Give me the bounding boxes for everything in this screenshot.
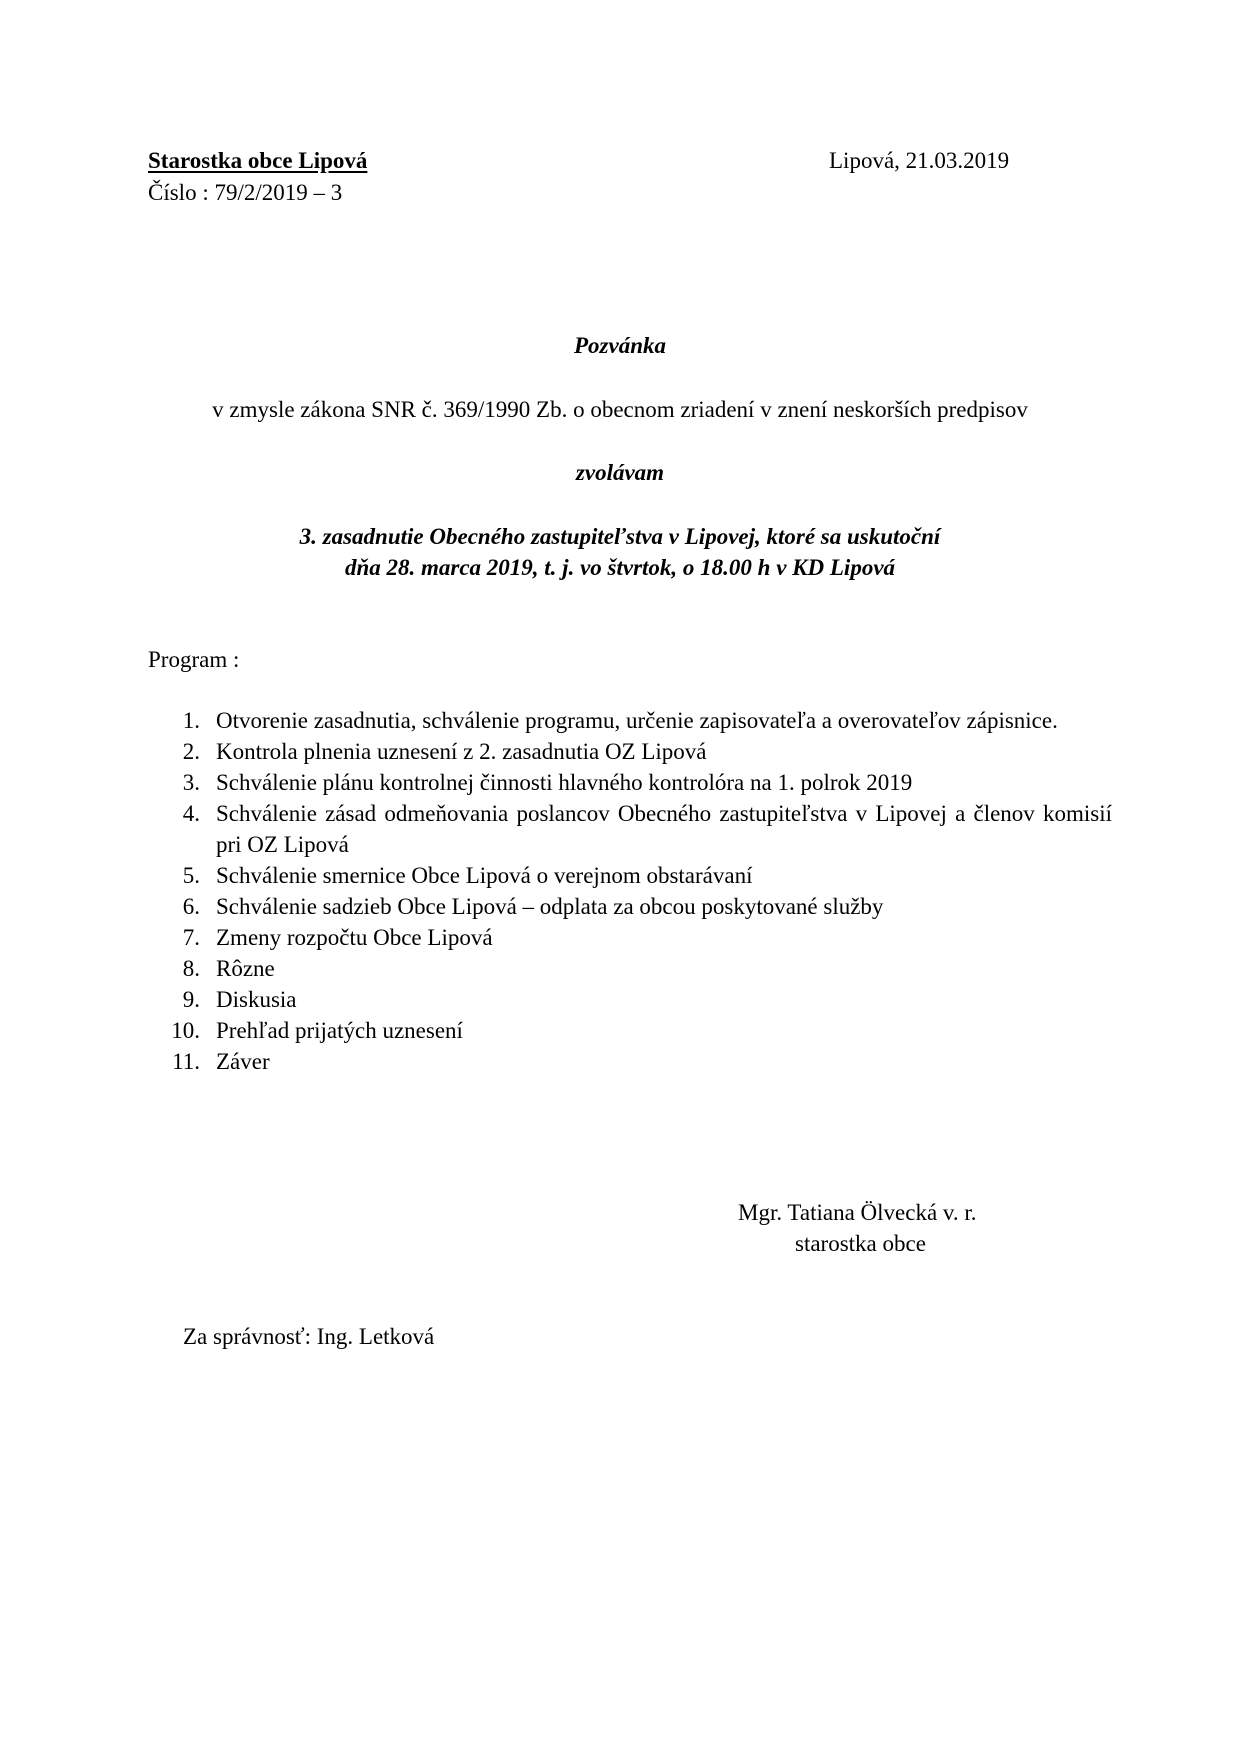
legal-basis: v zmysle zákona SNR č. 369/1990 Zb. o obecnom zriadení v znení neskorších predpisov [212, 397, 1028, 422]
agenda-item [148, 860, 1112, 891]
agenda-item [148, 922, 1112, 953]
summons-heading: zvolávam [575, 460, 665, 485]
issuer-text: Starostka obce Lipová [148, 148, 368, 173]
agenda-item-text: Zmeny rozpočtu Obce Lipová [216, 925, 493, 950]
agenda-item [148, 767, 1112, 798]
signer-name: Mgr. Tatiana Ölvecká v. r. [738, 1200, 977, 1225]
agenda-item [148, 736, 1112, 767]
agenda-item-number: 4. [182, 801, 200, 826]
reference-number: Číslo : 79/2/2019 – 3 [148, 180, 343, 205]
agenda-item-text: Schválenie sadzieb Obce Lipová – odplata za obcou poskytované služby [216, 894, 884, 919]
agenda-item [148, 953, 1112, 984]
agenda-item-number: 11. [172, 1049, 200, 1074]
agenda-item-number: 5. [182, 863, 200, 888]
agenda-item [148, 891, 1112, 922]
agenda-item-number: 7. [182, 925, 200, 950]
agenda-list [148, 705, 1112, 1077]
agenda-item-text: Schválenie plánu kontrolnej činnosti hlavného kontrolóra na 1. polrok 2019 [216, 770, 913, 795]
agenda-item-text: Diskusia [216, 987, 297, 1012]
agenda-item-number: 10. [171, 1018, 200, 1043]
agenda-item-text: Schválenie smernice Obce Lipová o verejnom obstarávaní [216, 863, 753, 888]
agenda-item-number: 2. [182, 739, 200, 764]
agenda-item-text: Prehľad prijatých uznesení [216, 1018, 463, 1043]
agenda-item-number: 3. [182, 770, 200, 795]
agenda-item-number: 1. [182, 708, 200, 733]
signer-role: starostka obce [795, 1231, 926, 1256]
place-date: Lipová, 21.03.2019 [829, 148, 1010, 173]
program-label: Program : [148, 647, 240, 672]
document-title: Pozvánka [574, 333, 666, 358]
agenda-item-number: 9. [182, 987, 200, 1012]
agenda-item [148, 984, 1112, 1015]
agenda-item-text: Kontrola plnenia uznesení z 2. zasadnutia OZ Lipová [216, 739, 707, 764]
agenda-item [148, 1015, 1112, 1046]
agenda-item-number: 6. [182, 894, 200, 919]
verification-note: Za správnosť: Ing. Letková [183, 1324, 435, 1349]
agenda-item [148, 798, 1112, 860]
issuer-heading [148, 146, 375, 176]
session-announcement-line-2: dňa 28. marca 2019, t. j. vo štvrtok, o 18.00 h v KD Lipová [344, 555, 896, 580]
agenda-item-number: 8. [182, 956, 200, 981]
agenda-item-text: Schválenie zásad odmeňovania poslancov Obecného zastupiteľstva v Lipovej a členov komisií pri OZ Lipová [216, 801, 1112, 857]
session-announcement-line-1: 3. zasadnutie Obecného zastupiteľstva v Lipovej, ktoré sa uskutoční [299, 524, 941, 549]
agenda-item [148, 1046, 1112, 1077]
agenda-item-text: Rôzne [216, 956, 275, 981]
agenda-item-text: Otvorenie zasadnutia, schválenie programu, určenie zapisovateľa a overovateľov zápisnice. [216, 708, 1058, 733]
agenda-item-text: Záver [216, 1049, 270, 1074]
agenda-item [148, 705, 1112, 736]
